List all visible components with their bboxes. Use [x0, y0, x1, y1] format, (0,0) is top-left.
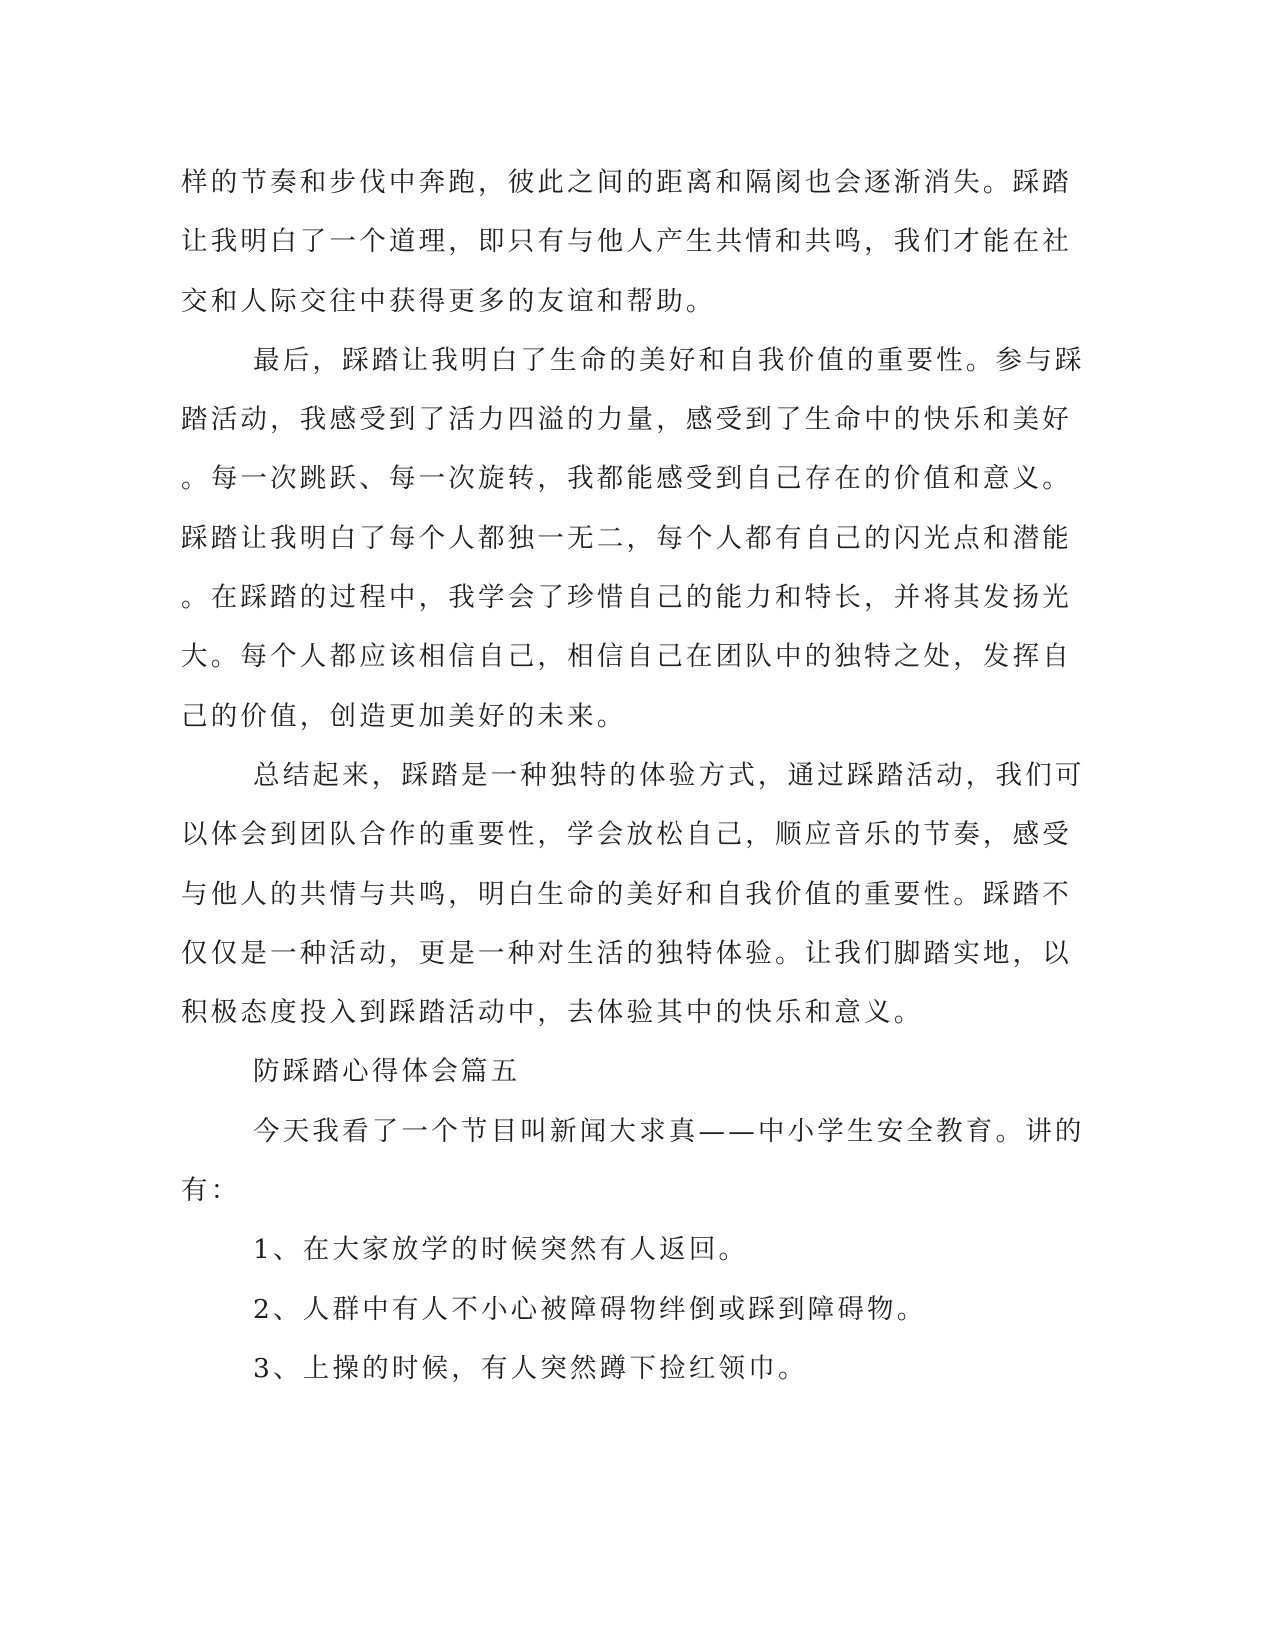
paragraph-start-line: 最后，踩踏让我明白了生命的美好和自我价值的重要性。参与踩 — [253, 344, 1085, 376]
text-line: 踏活动，我感受到了活力四溢的力量，感受到了生命中的快乐和美好 — [181, 404, 1072, 436]
text-line: 踩踏让我明白了每个人都独一无二，每个人都有自己的闪光点和潜能 — [181, 522, 1072, 554]
text-line: 交和人际交往中获得更多的友谊和帮助。 — [181, 285, 716, 317]
list-item: 1、在大家放学的时候突然有人返回。 — [253, 1234, 749, 1266]
text-line: 以体会到团队合作的重要性，学会放松自己，顺应音乐的节奏，感受 — [181, 819, 1072, 851]
text-line: 积极态度投入到踩踏活动中，去体验其中的快乐和意义。 — [181, 997, 924, 1029]
paragraph-start-line: 总结起来，踩踏是一种独特的体验方式，通过踩踏活动，我们可 — [253, 759, 1085, 791]
text-line: 让我明白了一个道理，即只有与他人产生共情和共鸣，我们才能在社 — [181, 226, 1072, 258]
text-line: 。每一次跳跃、每一次旋转，我都能感受到自己存在的价值和意义。 — [181, 463, 1072, 495]
text-line: 己的价值，创造更加美好的未来。 — [181, 700, 627, 732]
document-body — [181, 158, 1085, 1403]
paragraph-start-line: 今天我看了一个节目叫新闻大求真——中小学生安全教育。讲的 — [253, 1115, 1085, 1147]
list-item: 3、上操的时候，有人突然蹲下捡红领巾。 — [253, 1352, 808, 1384]
list-item: 2、人群中有人不小心被障碍物绊倒或踩到障碍物。 — [253, 1293, 927, 1325]
text-line: 有： — [181, 1175, 241, 1207]
text-line: 样的节奏和步伐中奔跑，彼此之间的距离和隔阂也会逐渐消失。踩踏 — [181, 167, 1072, 198]
section-heading: 防踩踏心得体会篇五 — [253, 1056, 521, 1088]
text-line: 与他人的共情与共鸣，明白生命的美好和自我价值的重要性。踩踏不 — [181, 878, 1072, 910]
text-line: 。在踩踏的过程中，我学会了珍惜自己的能力和特长，并将其发扬光 — [181, 582, 1072, 614]
text-line: 仅仅是一种活动，更是一种对生活的独特体验。让我们脚踏实地，以 — [181, 937, 1072, 969]
text-line: 大。每个人都应该相信自己，相信自己在团队中的独特之处，发挥自 — [181, 641, 1072, 673]
